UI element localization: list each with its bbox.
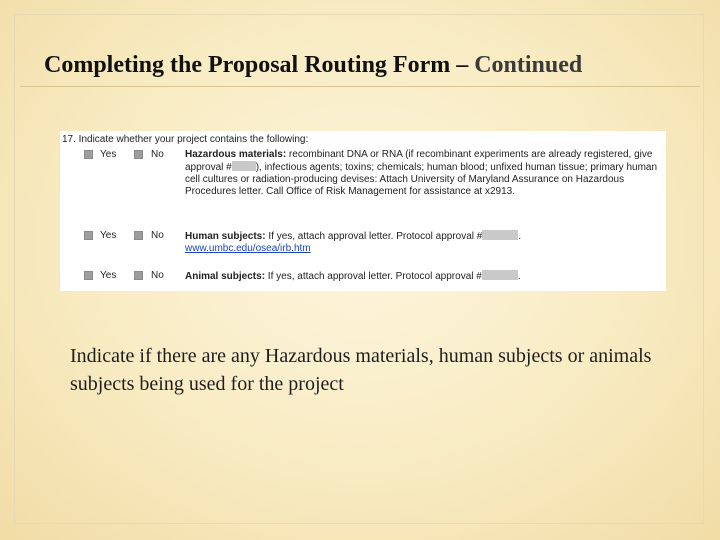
title-continued: Continued: [474, 52, 583, 78]
slide-body-text: Indicate if there are any Hazardous materials, human subjects or animals subjects being used for the project: [70, 345, 652, 395]
hazardous-yes-label: Yes: [100, 149, 117, 160]
redacted-approval-number: [232, 161, 256, 171]
title-underline: [20, 86, 700, 87]
question-17: 17. Indicate whether your project contains the following:: [62, 134, 309, 145]
animal-no-label: No: [151, 270, 164, 281]
animal-yes-checkbox[interactable]: [84, 271, 93, 280]
animal-description: [185, 270, 663, 283]
hazardous-no-checkbox[interactable]: [134, 150, 143, 159]
human-heading: Human subjects:: [185, 231, 266, 242]
hazardous-no-label: No: [151, 149, 164, 160]
hazardous-text-a: recombinant DNA or RNA (if recombinant experiments are already registered, give approval #: [185, 149, 653, 173]
human-no-label: No: [151, 230, 164, 241]
animal-no-checkbox[interactable]: [134, 271, 143, 280]
human-yes-label: Yes: [100, 230, 117, 241]
animal-heading: Animal subjects:: [185, 271, 266, 282]
animal-text-a: If yes, attach approval letter. Protocol approval #: [265, 271, 482, 282]
human-description: [185, 230, 663, 255]
human-no-checkbox[interactable]: [134, 231, 143, 240]
animal-text-b: .: [517, 271, 521, 282]
redacted-animal-protocol-number: [482, 270, 518, 280]
animal-yes-label: Yes: [100, 270, 117, 281]
title-main: Completing the Proposal Routing Form –: [44, 52, 475, 78]
slide-title: [44, 52, 582, 79]
human-text-a: If yes, attach approval letter. Protocol approval #: [265, 231, 483, 242]
hazardous-yes-checkbox[interactable]: [84, 150, 93, 159]
hazardous-heading: Hazardous materials:: [185, 149, 287, 160]
irb-link[interactable]: www.umbc.edu/osea/irb.htm: [185, 243, 311, 254]
hazardous-text-b: ), infectious agents; toxins; chemicals; human blood; unfixed human tissue; primary human cell cultures or radiation-producing devises: Attach University of Maryland Assurance on Hazardous Procedures letter. Call Office of Risk Management for assistance at x2913.: [185, 162, 658, 197]
human-text-b: .: [518, 231, 522, 242]
hazardous-description: [185, 149, 663, 198]
redacted-protocol-number: [482, 230, 518, 240]
human-yes-checkbox[interactable]: [84, 231, 93, 240]
routing-form-screenshot: [60, 131, 666, 291]
